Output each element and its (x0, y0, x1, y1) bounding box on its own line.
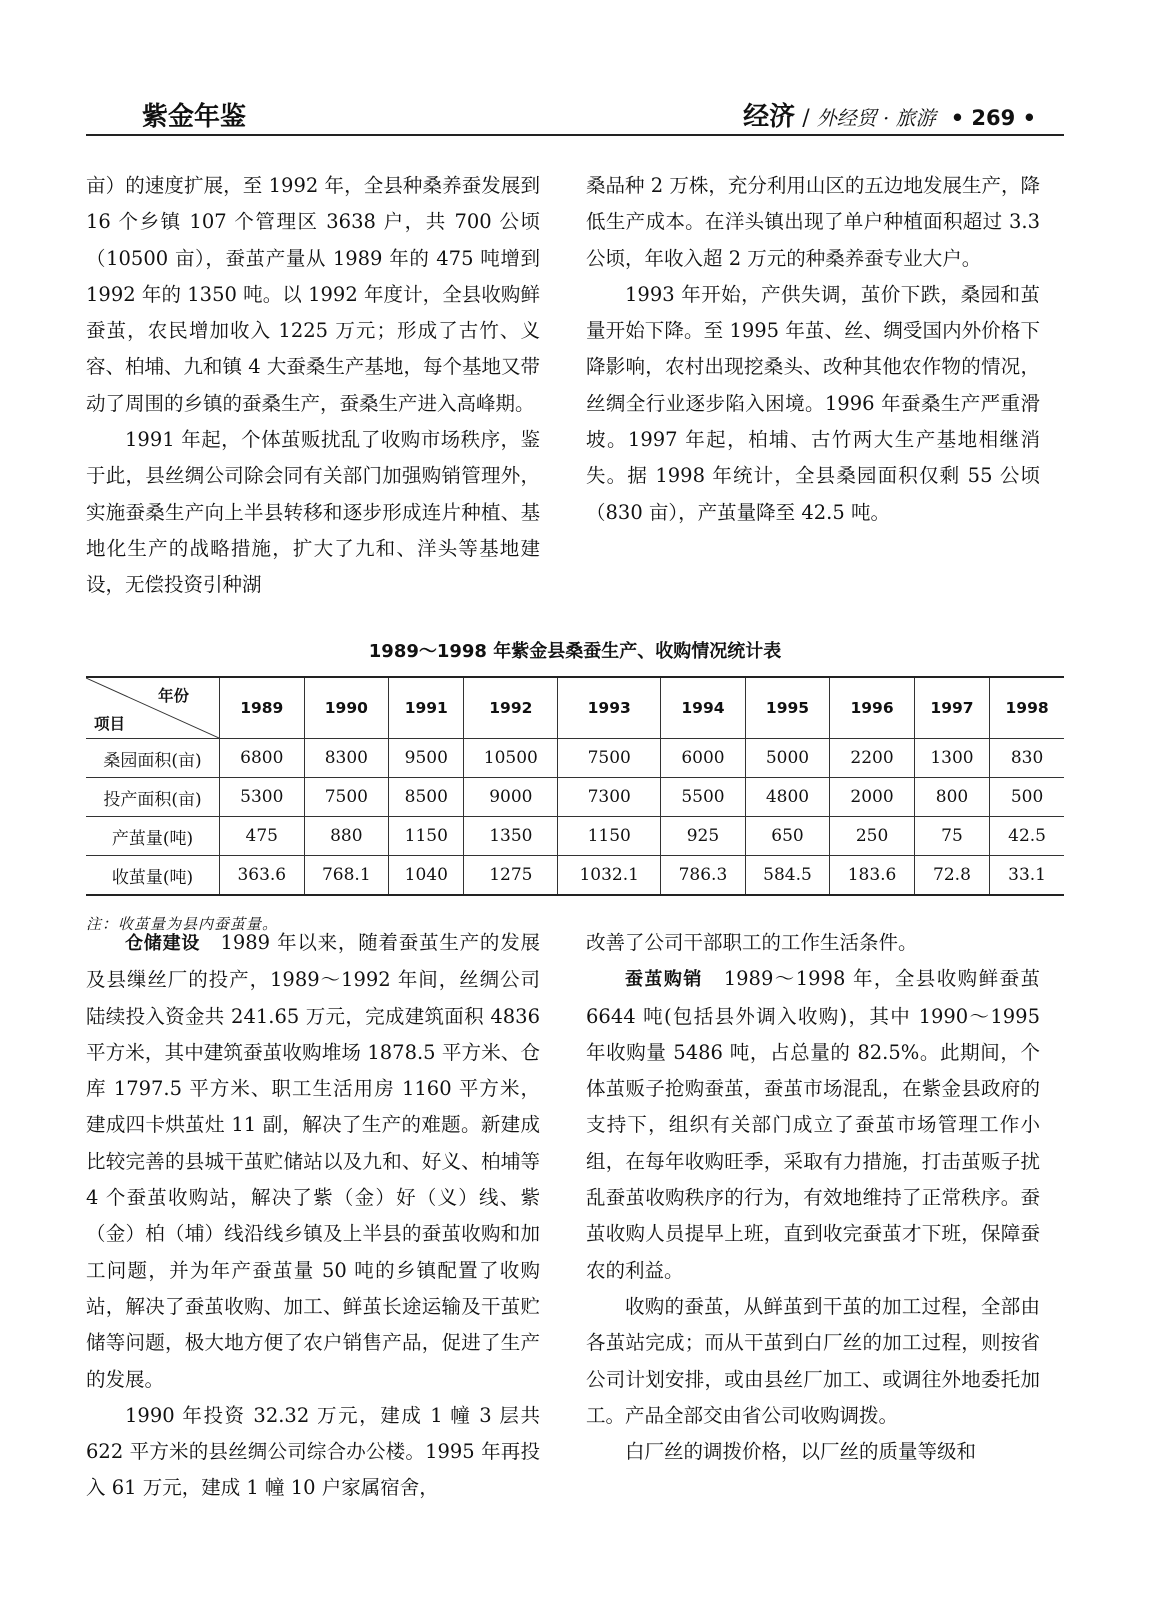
table-cell: 1032.1 (558, 856, 661, 896)
bottom-right-column (586, 925, 1040, 1470)
year-header: 1991 (389, 677, 464, 739)
section-keyword: 蚕茧购销 (625, 969, 703, 991)
table-cell: 7500 (304, 778, 389, 817)
table-cell: 1040 (389, 856, 464, 896)
table-cell: 183.6 (830, 856, 915, 896)
year-header: 1989 (220, 677, 305, 739)
top-left-column (86, 168, 540, 604)
table-header-row (86, 677, 1064, 739)
table-cell: 800 (914, 778, 989, 817)
statistics-table (86, 676, 1064, 896)
table-cell: 1350 (464, 817, 558, 856)
table-cell: 363.6 (220, 856, 305, 896)
table-cell: 5000 (745, 739, 830, 778)
yearbook-title: 紫金年鉴 (142, 102, 247, 132)
paragraph: 桑品种 2 万株，充分利用山区的五边地发展生产，降低生产成本。在洋头镇出现了单户种植面积超过 3.3 公顷，年收入超 2 万元的种桑养蚕专业大户。 (586, 174, 1040, 270)
table-cell: 768.1 (304, 856, 389, 896)
table-cell: 1150 (389, 817, 464, 856)
section-keyword: 仓储建设 (125, 933, 201, 954)
paragraph (86, 925, 540, 1398)
table-cell: 1150 (558, 817, 661, 856)
table-cell: 10500 (464, 739, 558, 778)
table-cell: 475 (220, 817, 305, 856)
table-cell: 500 (990, 778, 1064, 817)
table-cell: 650 (745, 817, 830, 856)
table-row (86, 739, 1064, 778)
table-cell: 7500 (558, 739, 661, 778)
table-cell: 4800 (745, 778, 830, 817)
section-title: 经济 (743, 102, 796, 132)
table-cell: 2000 (830, 778, 915, 817)
table-cell: 6000 (661, 739, 746, 778)
table-cell: 5300 (220, 778, 305, 817)
table-cell: 830 (990, 739, 1064, 778)
paragraph: 1990 年投资 32.32 万元，建成 1 幢 3 层共 622 平方米的县丝绸公司综合办公楼。1995 年再投入 61 万元，建成 1 幢 10 户家属宿舍， (86, 1403, 540, 1500)
subsection-title: 外经贸 · 旅游 (816, 106, 936, 130)
year-header: 1996 (830, 677, 915, 739)
table-title: 1989～1998 年紫金县桑蚕生产、收购情况统计表 (368, 641, 782, 662)
year-header: 1998 (990, 677, 1064, 739)
table-note: 注：收茧量为县内蚕茧量。 (86, 915, 279, 933)
year-header: 1997 (914, 677, 989, 739)
paragraph: 收购的蚕茧，从鲜茧到干茧的加工过程，全部由各茧站完成；而从干茧到白厂丝的加工过程，则按省公司计划安排，或由县丝厂加工、或调往外地委托加工。产品全部交由省公司收购调拨。 (586, 1294, 1040, 1427)
paragraph: 白厂丝的调拨价格，以厂丝的质量等级和 (625, 1440, 977, 1464)
year-header: 1994 (661, 677, 746, 739)
year-header: 1995 (745, 677, 830, 739)
table-row (86, 778, 1064, 817)
table-cell: 72.8 (914, 856, 989, 896)
table-cell: 9000 (464, 778, 558, 817)
table-cell: 5500 (661, 778, 746, 817)
table-cell: 7300 (558, 778, 661, 817)
row-label: 投产面积(亩) (86, 778, 220, 817)
table-cell: 1300 (914, 739, 989, 778)
paragraph (586, 961, 1040, 1289)
table-cell: 2200 (830, 739, 915, 778)
paragraph: 1993 年开始，产供失调，茧价下跌，桑园和茧量开始下降。至 1995 年茧、丝、绸受国内外价格下降影响，农村出现挖桑头、改种其他农作物的情况，丝绸全行业逐步陷入困境。1996 年蚕桑生产严重滑坡。1997 年起，柏埔、古竹两大生产基地相继消失。据 1998 年统计，全县桑园面积仅剩 55 公顷（830 亩），产茧量降至 42.5 吨。 (586, 282, 1040, 524)
paragraph-text: 1989～1998 年，全县收购鲜蚕茧 6644 吨(包括县外调入收购)，其中 1990～1995 年收购量 5486 吨，占总量的 82.5%。此期间，个体茧贩子抢购蚕茧，蚕茧市场混乱，在紫金县政府的支持下，组织有关部门成立了蚕茧市场管理工作小组，在每年收购旺季，采取有力措施，打击茧贩子扰乱蚕茧收购秩序的行为，有效地维持了正常秩序。蚕茧收购人员提早上班，直到收完蚕茧才下班，保障蚕农的利益。 (586, 967, 1041, 1282)
paragraph: 改善了公司干部职工的工作生活条件。 (586, 931, 918, 954)
bottom-left-column (86, 925, 540, 1507)
paragraph: 亩）的速度扩展，至 1992 年，全县种桑养蚕发展到 16 个乡镇 107 个管理区 3638 户，共 700 公顷（10500 亩），蚕茧产量从 1989 年的 475 吨增到 1992 年的 1350 吨。以 1992 年度计，全县收购鲜蚕茧，农民增加收入 1225 万元；形成了古竹、义容、柏埔、九和镇 4 大蚕桑生产基地，每个基地又带动了周围的乡镇的蚕桑生产，蚕桑生产进入高峰期。 (86, 174, 540, 415)
table-cell: 6800 (220, 739, 305, 778)
year-header: 1993 (558, 677, 661, 739)
page-header (86, 96, 1064, 136)
table-cell: 75 (914, 817, 989, 856)
row-label: 桑园面积(亩) (86, 739, 220, 778)
table-cell: 1275 (464, 856, 558, 896)
table-cell: 584.5 (745, 856, 830, 896)
corner-cell (86, 677, 220, 739)
table-cell: 42.5 (990, 817, 1064, 856)
paragraph-text: 1989 年以来，随着蚕茧生产的发展及县缫丝厂的投产，1989～1992 年间，丝绸公司陆续投入资金共 241.65 万元，完成建筑面积 4836 平方米，其中建筑蚕茧收购堆场 1878.5 平方米、仓库 1797.5 平方米、职工生活用房 1160 平方米，建成四卡烘茧灶 11 副，解决了生产的难题。新建成比较完善的县城干茧贮储站以及九和、好义、柏埔等 4 个蚕茧收购站，解决了紫（金）好（义）线、紫（金）柏（埔）线沿线乡镇及上半县的蚕茧收购和加工问题，并为年产蚕茧量 50 吨的乡镇配置了收购站，解决了蚕茧收购、加工、鲜茧长途运输及干茧贮储等问题，极大地方便了农户销售产品，促进了生产的发展。 (86, 931, 541, 1391)
corner-year-label: 年份 (157, 687, 189, 705)
corner-item-label: 项目 (94, 715, 126, 733)
header-separator: / (802, 106, 810, 131)
top-right-column (586, 168, 1040, 531)
table-row (86, 817, 1064, 856)
table-cell: 786.3 (661, 856, 746, 896)
year-header: 1992 (464, 677, 558, 739)
table-cell: 9500 (389, 739, 464, 778)
year-header: 1990 (304, 677, 389, 739)
table-cell: 925 (661, 817, 746, 856)
table-cell: 8300 (304, 739, 389, 778)
row-label: 收茧量(吨) (86, 856, 220, 896)
row-label: 产茧量(吨) (86, 817, 220, 856)
table-cell: 880 (304, 817, 389, 856)
page-number: • 269 • (950, 106, 1036, 130)
header-right (743, 96, 1036, 133)
paragraph: 1991 年起，个体茧贩扰乱了收购市场秩序，鉴于此，县丝绸公司除会同有关部门加强购销管理外，实施蚕桑生产向上半县转移和逐步形成连片种植、基地化生产的战略措施，扩大了九和、洋头等基地建设，无偿投资引种湖 (86, 428, 540, 597)
table-cell: 250 (830, 817, 915, 856)
table-cell: 8500 (389, 778, 464, 817)
table-row (86, 856, 1064, 896)
table-cell: 33.1 (990, 856, 1064, 896)
